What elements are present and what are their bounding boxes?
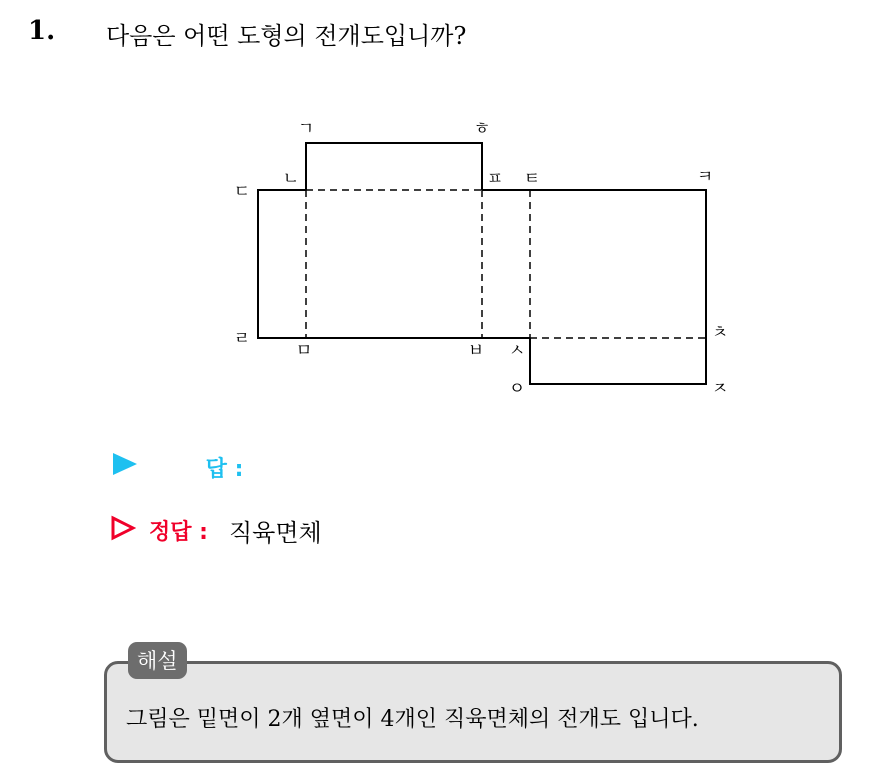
- answer-label: 답 :: [205, 457, 244, 482]
- top-face-outline: [306, 143, 482, 190]
- left-bottom-outline: [258, 190, 530, 338]
- vertex-label-n: ㄴ: [282, 169, 300, 189]
- vertex-label-m: ㅁ: [295, 341, 313, 361]
- vertex-label-j: ㅈ: [711, 379, 729, 399]
- vertex-label-ch: ㅊ: [711, 323, 729, 343]
- vertex-label-g: ㄱ: [297, 119, 315, 139]
- vertex-label-h: ㅎ: [473, 119, 491, 139]
- vertex-label-t: ㅌ: [523, 169, 541, 189]
- vertex-label-r: ㄹ: [233, 329, 251, 349]
- solution-text: 그림은 밑면이 2개 옆면이 4개인 직육면체의 전개도 입니다.: [126, 707, 699, 732]
- vertex-label-p: ㅍ: [486, 169, 504, 189]
- play-triangle-icon: [112, 452, 198, 482]
- correct-answer-value: 직육면체: [228, 519, 322, 547]
- vertex-label-k: ㅋ: [696, 167, 714, 187]
- vertex-label-d: ㄷ: [233, 182, 251, 202]
- answer-row: [112, 452, 243, 483]
- vertex-label-o: ㅇ: [508, 379, 526, 399]
- solution-tab: 해설: [128, 642, 187, 679]
- question-text: 다음은 어떤 도형의 전개도입니까?: [106, 22, 467, 50]
- correct-answer-label: 정답 :: [149, 520, 208, 545]
- question-number: 1.: [28, 16, 56, 46]
- outline-triangle-icon: [110, 515, 136, 547]
- correct-answer-row: [110, 513, 322, 548]
- vertex-label-s: ㅅ: [508, 341, 526, 361]
- fold-lines: [306, 190, 706, 338]
- vertex-label-b: ㅂ: [467, 341, 485, 361]
